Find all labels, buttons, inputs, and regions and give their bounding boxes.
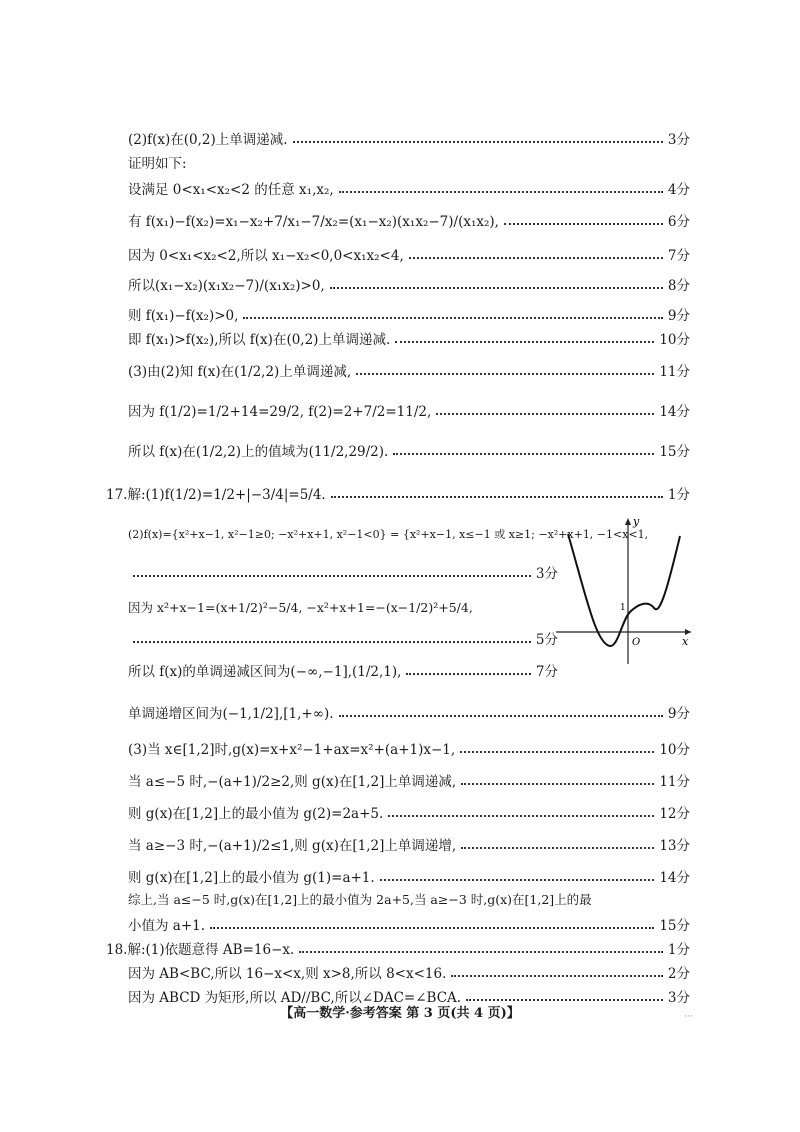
tick-label-one: 1 [620,603,626,613]
answer-line: (2)f(x)在(0,2)上单调递减. 3分 [128,132,690,148]
answer-line: 则 g(x)在[1,2]上的最小值为 g(1)=a+1. 14分 [128,870,690,886]
answer-line: 所以 f(x)的单调递减区间为(−∞,−1],(1/2,1), 7分 [128,664,558,680]
answer-line: 有 f(x₁)−f(x₂)=x₁−x₂+7/x₁−7/x₂=(x₁−x₂)(x₁x₂−7)/(x₁x₂), 6分 [128,214,690,230]
answer-line: 因为 AB<BC,所以 16−x<x,则 x>8,所以 8<x<16. 2分 [128,966,690,982]
function-graph [556,516,696,666]
origin-label: O [632,637,641,648]
answer-line: 因为 f(1/2)=1/2+14=29/2, f(2)=2+7/2=11/2, 14分 [128,404,690,420]
answer-line: 综上,当 a≤−5 时,g(x)在[1,2]上的最小值为 2a+5,当 a≥−3 时,g(x)在[1,2]上的最 [128,892,592,907]
answer-line: (2)f(x)={x²+x−1, x²−1≥0; −x²+x+1, x²−1<0} = {x²+x−1, x≤−1 或 x≥1; −x²+x+1, −1<x<1, [128,528,649,541]
answer-line: 所以(x₁−x₂)(x₁x₂−7)/(x₁x₂)>0, 8分 [128,278,690,294]
answer-line: 5分 [128,628,558,648]
function-curve [568,534,680,646]
problem-17-heading: 17.解:(1)f(1/2)=1/2+|−3/4|=5/4. 1分 [106,487,690,503]
answer-line: 当 a≥−3 时,−(a+1)/2≤1,则 g(x)在[1,2]上单调递增, 13分 [128,838,690,854]
answer-line: (3)由(2)知 f(x)在(1/2,2)上单调递减, 11分 [128,364,690,380]
answer-line: 即 f(x₁)>f(x₂),所以 f(x)在(0,2)上单调递减. 10分 [128,332,690,348]
answer-line: 则 g(x)在[1,2]上的最小值为 g(2)=2a+5. 12分 [128,806,690,822]
page-footer: 【高一数学·参考答案 第 3 页(共 4 页)】 [280,1006,520,1021]
answer-line: 单调递增区间为(−1,1/2],[1,+∞). 9分 [128,706,690,722]
x-axis-label: x [682,635,689,648]
answer-line: 所以 f(x)在(1/2,2)上的值域为(11/2,29/2). 15分 [128,444,690,460]
y-axis-label: y [633,516,640,528]
corner-mark: ··· [684,1012,693,1022]
answer-line: 因为 ABCD 为矩形,所以 AD//BC,所以∠DAC=∠BCA. 3分 [128,990,690,1006]
answer-line: 因为 0<x₁<x₂<2,所以 x₁−x₂<0,0<x₁x₂<4, 7分 [128,248,690,264]
answer-line: (3)当 x∈[1,2]时,g(x)=x+x²−1+ax=x²+(a+1)x−1, 10分 [128,742,690,758]
answer-line: 当 a≤−5 时,−(a+1)/2≥2,则 g(x)在[1,2]上单调递减, 11分 [128,774,690,790]
answer-line: 因为 x²+x−1=(x+1/2)²−5/4, −x²+x+1=−(x−1/2)²+5/4, [128,600,473,615]
answer-line: 证明如下: [128,156,187,172]
answer-line: 则 f(x₁)−f(x₂)>0, 9分 [128,308,690,324]
answer-line: 设满足 0<x₁<x₂<2 的任意 x₁,x₂, 4分 [128,182,690,198]
problem-18-heading: 18.解:(1)依题意得 AB=16−x. 1分 [106,942,690,958]
answer-line: 小值为 a+1. 15分 [128,918,690,934]
y-axis-arrow [625,518,631,525]
answer-line: 3分 [128,562,558,582]
